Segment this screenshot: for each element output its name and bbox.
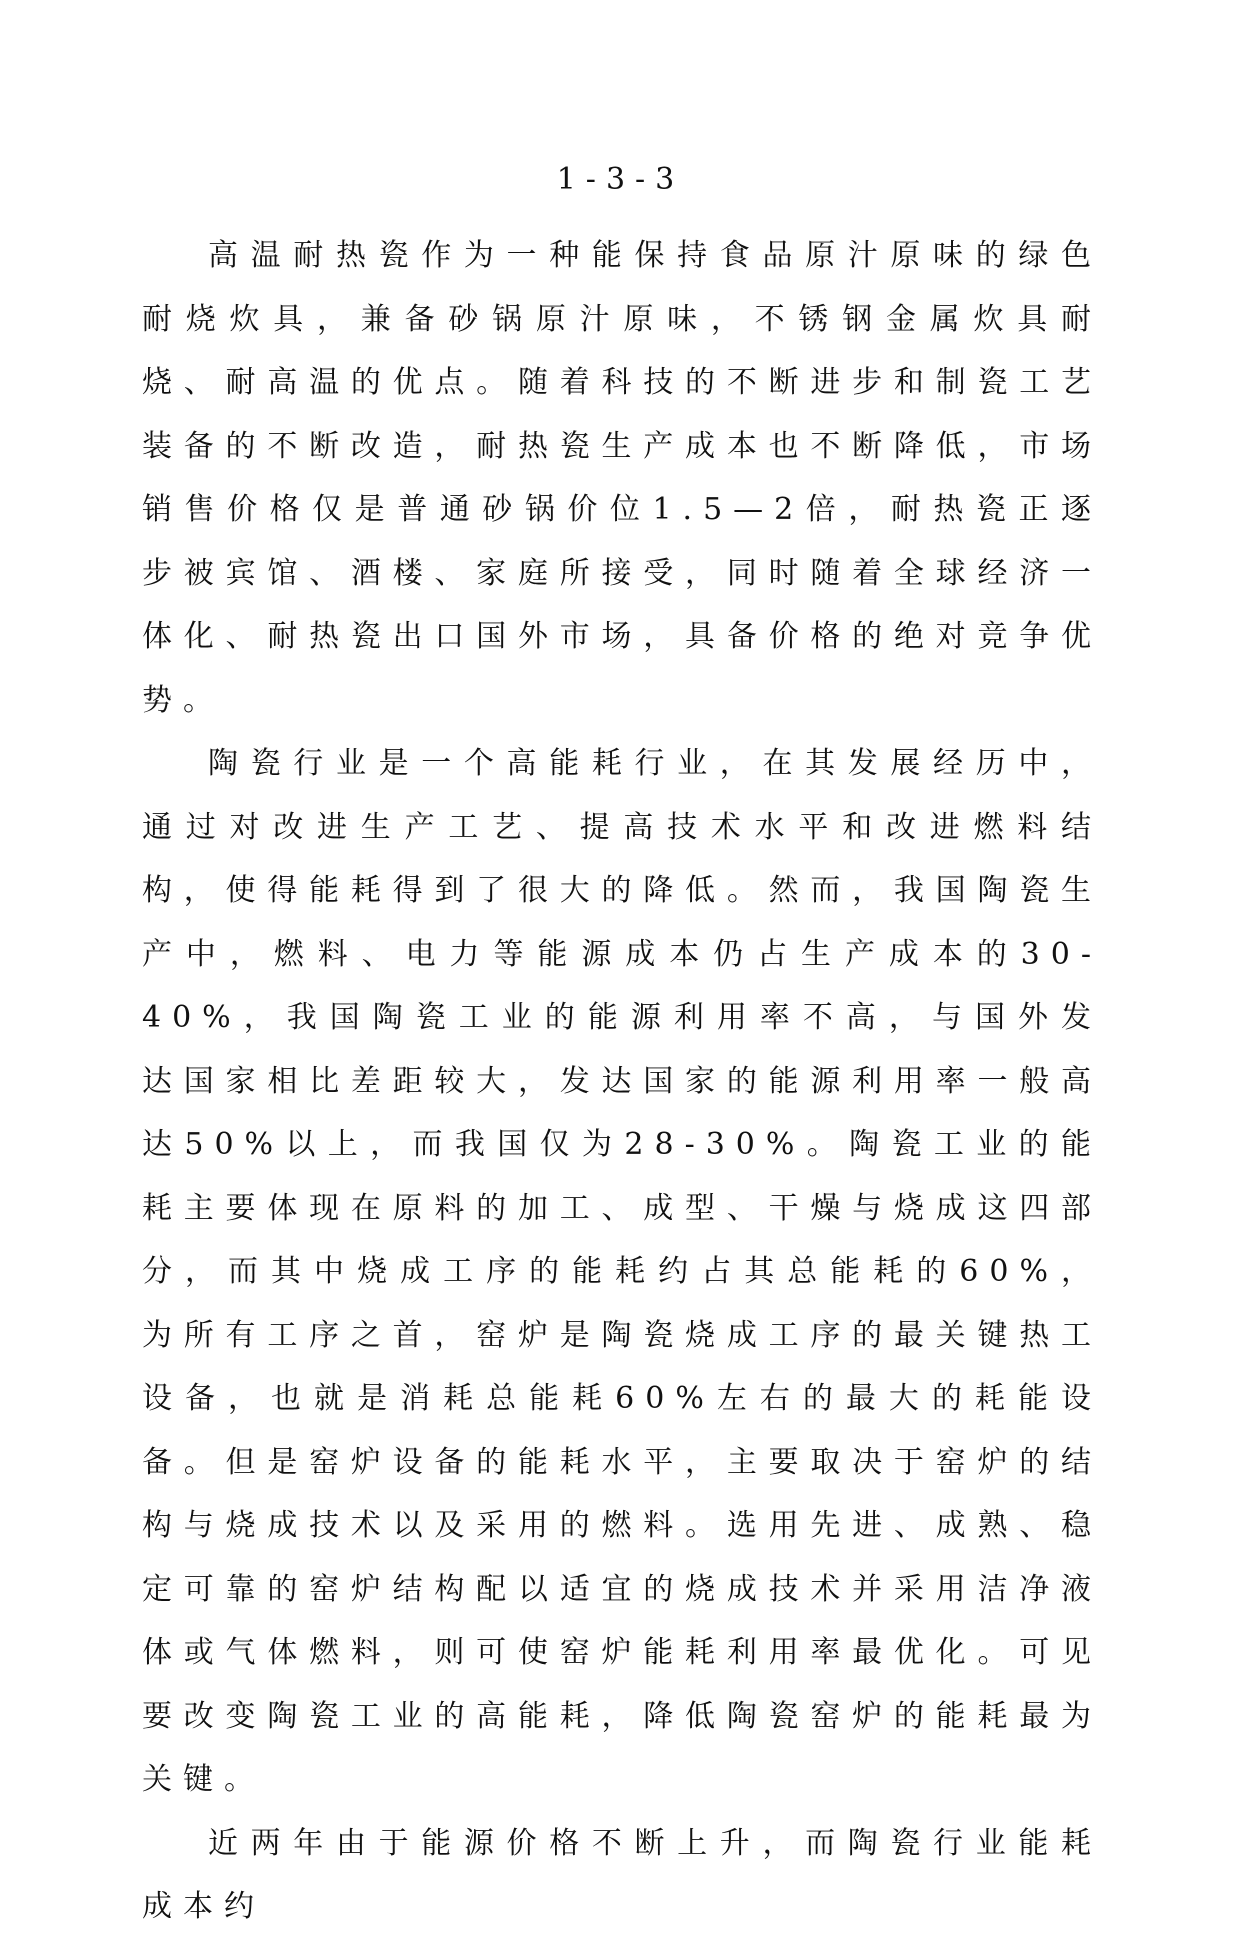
page-number: 1-3-3 — [556, 162, 685, 197]
paragraph-heat-resistant-ceramics: 高温耐热瓷作为一种能保持食品原汁原味的绿色耐烧炊具，兼备砂锅原汁原味，不锈钢金属炊具耐烧、耐高温的优点。随着科技的不断进步和制瓷工艺装备的不断改造，耐热瓷生产成本也不断降低，市场销售价格仅是普通砂锅价位1.5—2倍，耐热瓷正逐步被宾馆、酒楼、家庭所接受，同时随着全球经济一体化、耐热瓷出口国外市场，具备价格的绝对竞争优势。 — [142, 238, 1102, 718]
document-body — [142, 224, 1102, 1939]
paragraph-ceramics-energy-consumption: 陶瓷行业是一个高能耗行业，在其发展经历中，通过对改进生产工艺、提高技术水平和改进燃料结构，使得能耗得到了很大的降低。然而，我国陶瓷生产中，燃料、电力等能源成本仍占生产成本的30-40%，我国陶瓷工业的能源利用率不高，与国外发达国家相比差距较大，发达国家的能源利用率一般高达50%以上，而我国仅为28-30%。陶瓷工业的能耗主要体现在原料的加工、成型、干燥与烧成这四部分，而其中烧成工序的能耗约占其总能耗的60%，为所有工序之首，窑炉是陶瓷烧成工序的最关键热工设备，也就是消耗总能耗60%左右的最大的耗能设备。但是窑炉设备的能耗水平，主要取决于窑炉的结构与烧成技术以及采用的燃料。选用先进、成熟、稳定可靠的窑炉结构配以适宜的烧成技术并采用洁净液体或气体燃料，则可使窑炉能耗利用率最优化。可见要改变陶瓷工业的高能耗，降低陶瓷窑炉的能耗最为关键。 — [142, 746, 1102, 1797]
paragraph-energy-prices: 近两年由于能源价格不断上升，而陶瓷行业能耗成本约 — [142, 1825, 1102, 1924]
